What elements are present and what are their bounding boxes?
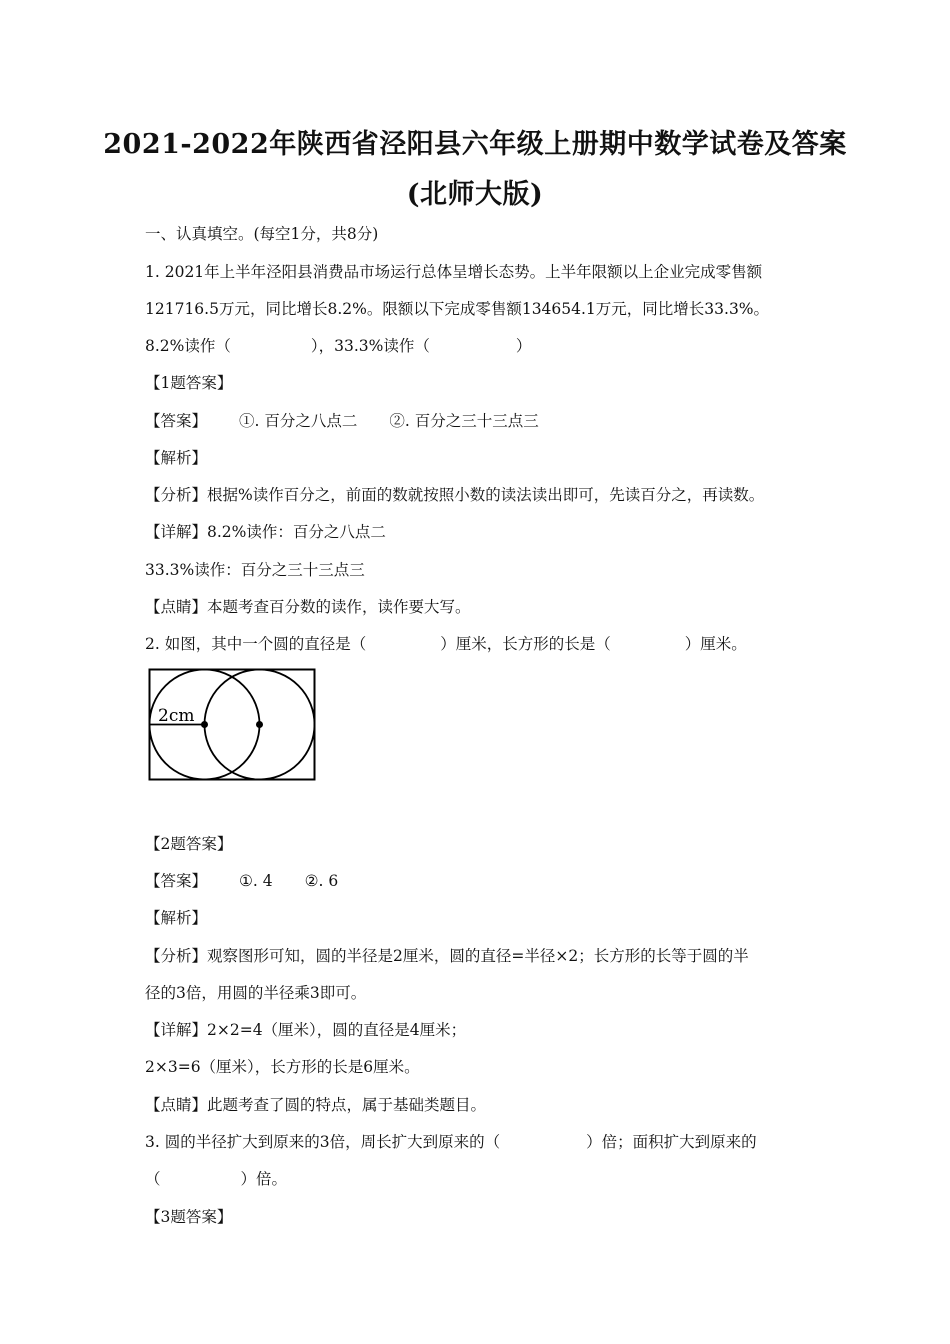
q2-fenxi-2: 径的3倍，用圆的半径乘3即可。 (145, 984, 367, 1002)
q2-answer (145, 871, 338, 891)
q2-answer-header: 【2题答案】 (145, 835, 233, 853)
q1-blank-c: ） (515, 337, 532, 355)
q2-analysis-header: 【解析】 (145, 909, 208, 927)
q3-stem-b: ）倍；面积扩大到原来的 (586, 1133, 757, 1151)
q1-xiangjie-1: 【详解】8.2%读作：百分之八点二 (145, 523, 386, 541)
q1-answer (145, 411, 539, 431)
q1-answer-1: ①. 百分之八点二 (239, 412, 358, 430)
q1-blank-b: ），33.3%读作（ (310, 337, 430, 355)
q2-xiangjie-1: 【详解】2×2=4（厘米），圆的直径是4厘米； (145, 1021, 467, 1039)
figure-radius-label: 2cm (158, 706, 195, 726)
q1-stem-line2: 121716.5万元，同比增长8.2%。限额以下完成零售额134654.1万元，同比增长33.3%。 (145, 300, 770, 318)
q2-dianjing: 【点睛】此题考查了圆的特点，属于基础类题目。 (145, 1096, 487, 1114)
document-title-line1: 2021-2022年陕西省泾阳县六年级上册期中数学试卷及答案 (103, 129, 847, 160)
q1-answer-2: ②. 百分之三十三点三 (389, 412, 539, 430)
q2-stem (145, 634, 747, 654)
q3-answer-header: 【3题答案】 (145, 1208, 233, 1226)
figure-center-left (201, 721, 208, 728)
q2-stem-b: ）厘米，长方形的长是（ (440, 635, 611, 653)
q1-analysis-header: 【解析】 (145, 449, 208, 467)
q3-stem-c: （ (145, 1170, 161, 1188)
q1-answer-label: 【答案】 (145, 412, 208, 430)
q2-stem-a: 2. 如图，其中一个圆的直径是（ (145, 635, 367, 653)
q3-stem-d: ）倍。 (240, 1170, 288, 1188)
q1-answer-header: 【1题答案】 (145, 374, 233, 392)
q2-fenxi-1: 【分析】观察图形可知，圆的半径是2厘米，圆的直径=半径×2；长方形的长等于圆的半 (145, 947, 749, 965)
q1-blanks (145, 336, 531, 356)
q2-answer-1: ①. 4 (239, 872, 273, 890)
q1-dianjing: 【点睛】本题考查百分数的读作，读作要大写。 (145, 598, 471, 616)
q2-answer-2: ②. 6 (304, 872, 339, 890)
q3-stem-a: 3. 圆的半径扩大到原来的3倍，周长扩大到原来的（ (145, 1133, 501, 1151)
section-heading: 一、认真填空。(每空1分，共8分) (145, 225, 379, 243)
figure-center-right (256, 721, 263, 728)
q3-stem-line2 (145, 1169, 287, 1189)
q2-xiangjie-2: 2×3=6（厘米），长方形的长是6厘米。 (145, 1058, 420, 1076)
q3-stem-line1 (145, 1132, 757, 1152)
q1-fenxi: 【分析】根据%读作百分之，前面的数就按照小数的读法读出即可，先读百分之，再读数。 (145, 486, 765, 504)
circles-rectangle-figure (148, 668, 318, 784)
q1-xiangjie-2: 33.3%读作：百分之三十三点三 (145, 561, 365, 579)
q1-blank-a: 8.2%读作（ (145, 337, 231, 355)
q2-stem-c: ）厘米。 (684, 635, 747, 653)
q2-answer-label: 【答案】 (145, 872, 208, 890)
document-title-line2: (北师大版) (406, 179, 544, 210)
q1-stem-line1: 1. 2021年上半年泾阳县消费品市场运行总体呈增长态势。上半年限额以上企业完成零售额 (145, 263, 763, 281)
